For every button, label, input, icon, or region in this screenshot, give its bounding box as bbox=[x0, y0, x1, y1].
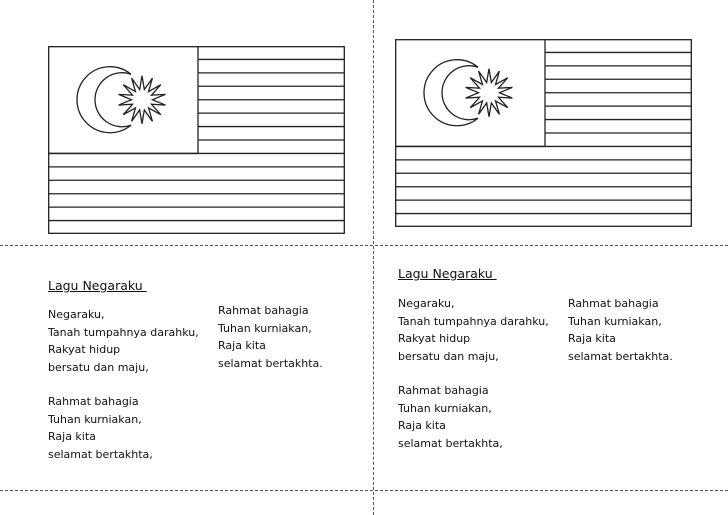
song-title: Lagu Negaraku bbox=[48, 278, 147, 293]
vertical-cut-line bbox=[373, 0, 374, 515]
song-title: Lagu Negaraku bbox=[398, 266, 497, 281]
lyric-line: selamat bertakhta. bbox=[218, 356, 323, 370]
verse-1 bbox=[48, 306, 199, 463]
lyric-line: Raja kita bbox=[218, 339, 266, 352]
crescent-icon bbox=[77, 67, 131, 133]
lyric-line: Rahmat bahagia bbox=[218, 304, 309, 317]
lyric-line: Tanah tumpahnya darahku, bbox=[48, 325, 199, 339]
fourteen-point-star-icon bbox=[466, 69, 513, 117]
lyric-line: Tuhan kurniakan, bbox=[398, 401, 492, 415]
malaysia-flag-outline-icon bbox=[48, 46, 345, 234]
fourteen-point-star-icon bbox=[119, 76, 166, 124]
lyric-line: Rahmat bahagia bbox=[48, 395, 139, 408]
lyric-line: Rahmat bahagia bbox=[568, 297, 659, 310]
lyric-line: Raja kita bbox=[398, 419, 446, 432]
lyric-line: selamat bertakhta, bbox=[398, 436, 503, 450]
lyric-line: bersatu dan maju, bbox=[48, 360, 149, 374]
lyric-line: Tuhan kurniakan, bbox=[218, 321, 312, 335]
lyric-line: Tuhan kurniakan, bbox=[568, 314, 662, 328]
malaysia-flag-outline-icon bbox=[395, 39, 692, 227]
horizontal-cut-line-bottom bbox=[0, 490, 728, 491]
lyric-line: Negaraku, bbox=[48, 308, 105, 321]
lyric-line: selamat bertakhta. bbox=[568, 349, 673, 363]
lyric-line: Tanah tumpahnya darahku, bbox=[398, 314, 549, 328]
verse-1 bbox=[398, 295, 549, 452]
verse-2 bbox=[568, 295, 673, 365]
lyric-line: Rakyat hidup bbox=[398, 332, 471, 345]
horizontal-cut-line-middle bbox=[0, 245, 728, 246]
crescent-icon bbox=[424, 60, 478, 126]
lyric-line: selamat bertakhta, bbox=[48, 447, 153, 461]
lyric-line: Tuhan kurniakan, bbox=[48, 412, 142, 426]
lyric-line: Negaraku, bbox=[398, 297, 455, 310]
verse-2 bbox=[218, 302, 323, 372]
lyric-line: Rahmat bahagia bbox=[398, 384, 489, 397]
lyric-line: Raja kita bbox=[48, 430, 96, 443]
lyric-line: bersatu dan maju, bbox=[398, 349, 499, 363]
lyric-line: Rakyat hidup bbox=[48, 343, 121, 356]
lyric-line: Raja kita bbox=[568, 332, 616, 345]
